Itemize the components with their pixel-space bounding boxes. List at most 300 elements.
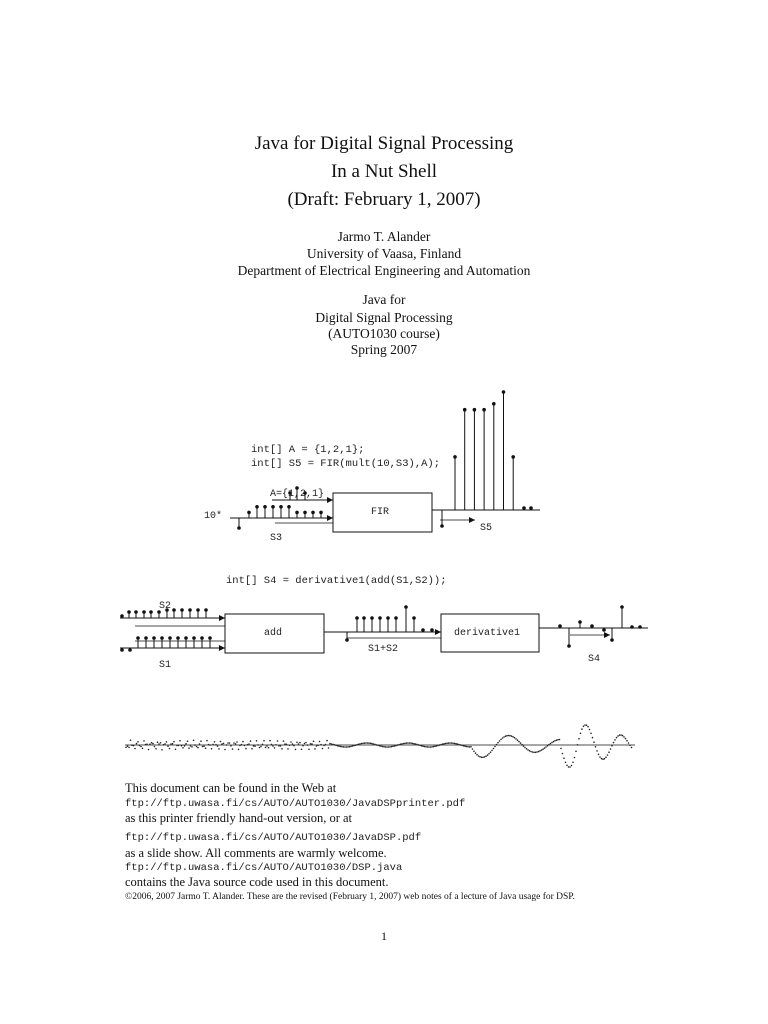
waveform-point [358,744,360,746]
waveform-point [245,748,247,750]
waveform-point [433,746,435,748]
waveform-point [224,749,226,751]
waveform-point [353,745,355,747]
waveform-point [385,746,387,748]
waveform-point [157,741,159,743]
waveform-point [437,745,439,747]
s3-marker [271,505,275,509]
waveform-point [262,744,264,746]
waveform-point [328,747,330,749]
code-line-1: int[] A = {1,2,1}; [251,444,365,456]
waveform-point [185,743,187,745]
s3-marker [247,511,251,515]
waveform-point [382,746,384,748]
waveform-point [208,744,210,746]
waveform-point [424,746,426,748]
waveform-point [494,746,496,748]
s3-label: S3 [270,533,283,544]
code-line-2: int[] S5 = FIR(mult(10,S3),A); [251,458,441,470]
waveform-point [392,746,394,748]
waveform-point [515,738,517,740]
waveform-point [238,749,240,751]
waveform-point [313,741,315,743]
waveform-point [554,740,556,742]
waveform-point [175,749,177,751]
s2-marker [120,614,124,618]
waveform-point [274,747,276,749]
waveform-point [242,741,244,743]
waveform-point [241,744,243,746]
s1-marker [152,636,156,640]
s2-marker [196,608,200,612]
waveform-point [562,753,564,755]
waveform-point [296,742,298,744]
waveform-point [449,742,451,744]
waveform-point [347,746,349,748]
coef-label: A={1,2,1} [270,489,325,500]
s5-marker [529,506,533,510]
waveform-point [547,745,549,747]
waveform-point [508,735,510,737]
title-line-1: Java for Digital Signal Processing [254,133,514,154]
waveform-point [302,745,304,747]
waveform-point [317,744,319,746]
waveform-point [539,750,541,752]
waveform-point [209,744,211,746]
waveform-point [620,734,622,736]
waveform-point [410,742,412,744]
derivative-box-label: derivative1 [454,628,521,639]
waveform-point [305,742,307,744]
s4-marker [567,644,571,648]
waveform-point [199,743,201,745]
footer-url-2[interactable]: ftp://ftp.uwasa.fi/cs/AUTO/AUTO1030/JavaDSP.pdf [125,832,422,844]
waveform-point [536,751,538,753]
waveform-point [406,742,408,744]
footer-line-2: as this printer friendly hand-out version, or at [125,811,353,825]
sum-marker [355,616,359,620]
waveform-point [541,749,543,751]
waveform-point [520,742,522,744]
waveform-point [586,724,588,726]
waveform-point [467,746,469,748]
s4-marker [630,625,634,629]
waveform-point [143,740,145,742]
s3-arrowhead [327,515,333,521]
waveform-point [418,744,420,746]
waveform-point [286,744,288,746]
waveform-point [229,742,231,744]
waveform-point [310,743,312,745]
waveform-point [176,745,178,747]
waveform-point [529,750,531,752]
waveform-point [125,747,127,749]
s4-marker [638,625,642,629]
waveform-point [178,745,180,747]
footer-url-1[interactable]: ftp://ftp.uwasa.fi/cs/AUTO/AUTO1030/JavaDSPprinter.pdf [125,798,466,810]
waveform-point [601,758,603,760]
waveform-point [532,751,534,753]
waveform-point [496,744,498,746]
waveform-point [151,742,153,744]
waveform-point [323,745,325,747]
waveform-point [490,751,492,753]
waveform-point [419,745,421,747]
waveform-point [563,757,565,759]
s5-marker [463,408,467,412]
s4-marker [610,638,614,642]
waveform-point [338,745,340,747]
waveform-point [431,746,433,748]
waveform-point [617,735,619,737]
sum-marker [370,616,374,620]
waveform-point [530,751,532,753]
waveform-point [142,748,144,750]
waveform-point [359,743,361,745]
waveform-point [227,742,229,744]
waveform-point [265,747,267,749]
waveform-point [301,749,303,751]
waveform-point [379,745,381,747]
s1-marker [200,636,204,640]
waveform-point [389,746,391,748]
waveform-point [610,748,612,750]
waveform-point [440,744,442,746]
waveform-point [403,743,405,745]
waveform-point [512,736,514,738]
waveform-point [455,743,457,745]
waveform-point [598,754,600,756]
waveform-point [161,749,163,751]
waveform-point [254,745,256,747]
waveform-point [535,752,537,754]
sum-marker [430,628,434,632]
waveform-point [340,746,342,748]
s3-stems [247,505,323,518]
waveform-point [625,738,627,740]
s5-marker [473,408,477,412]
sum-label: S1+S2 [368,644,399,655]
sum-marker [386,616,390,620]
s3-marker [319,511,323,515]
waveform-point [235,743,237,745]
waveform-point [584,724,586,726]
waveform-point [280,745,282,747]
waveform-point [485,755,487,757]
waveform-point [613,742,615,744]
waveform-point [578,738,580,740]
waveform-point [299,742,301,744]
waveform-point [236,741,238,743]
waveform-point [491,750,493,752]
waveform-point [260,746,262,748]
waveform-point [452,742,454,744]
waveform-point [416,744,418,746]
waveform-point [200,740,202,742]
s2-marker [180,608,184,612]
waveform-point [460,744,462,746]
waveform-point [401,743,403,745]
s2-marker [149,610,153,614]
waveform-point [263,740,265,742]
waveform-point [442,743,444,745]
waveform-point [398,744,400,746]
waveform-point [277,740,279,742]
waveform-point [397,744,399,746]
waveform-point [571,765,573,767]
waveform-point [173,741,175,743]
waveform-point [281,748,283,750]
waveform-point [569,766,571,768]
waveform-point [160,742,162,744]
waveform-point [355,744,357,746]
waveform-point [149,743,151,745]
waveform-point [484,756,486,758]
waveform-point [365,742,367,744]
add-box-label: add [264,628,283,639]
waveform-point [137,741,139,743]
waveform-point [269,740,271,742]
waveform-point [226,744,228,746]
s1-marker [144,636,148,640]
waveform-point [386,746,388,748]
waveform-point [518,741,520,743]
waveform-point [253,745,255,747]
waveform-point [211,748,213,750]
waveform-point [593,741,595,743]
sum-marker [345,638,349,642]
waveform-point [304,743,306,745]
waveform-point [487,754,489,756]
waveform-point [307,744,309,746]
waveform-point [298,743,300,745]
waveform-point [248,743,250,745]
s5-marker [492,402,496,406]
waveform-point [451,742,453,744]
s4-marker [578,620,582,624]
waveform-point [140,746,142,748]
waveform-point [220,741,222,743]
waveform-point [322,748,324,750]
waveform-point [362,743,364,745]
s2-marker [204,608,208,612]
waveform-point [221,743,223,745]
waveform-point [367,742,369,744]
waveform-point [188,747,190,749]
waveform-point [499,740,501,742]
waveform-point [476,754,478,756]
title-line-3: (Draft: February 1, 2007) [287,189,481,210]
s1-marker [128,648,132,652]
waveform-point [316,745,318,747]
waveform-point [271,744,273,746]
waveform-point [259,747,261,749]
footer-line-1: This document can be found in the Web at [125,781,337,795]
waveform-point [629,745,631,747]
waveform-point [428,746,430,748]
waveform-point [466,746,468,748]
waveform-point [217,745,219,747]
waveform-point [448,742,450,744]
waveform-point [595,746,597,748]
s3-marker [295,511,299,515]
waveform-point [628,742,630,744]
waveform-point [170,743,172,745]
waveform-point [395,745,397,747]
title-line-2: In a Nut Shell [330,161,438,182]
waveform-point [607,754,609,756]
waveform-point [166,741,168,743]
waveform-point [464,745,466,747]
author-name: Jarmo T. Alander [337,229,431,244]
waveform-point [404,743,406,745]
author-university: University of Vaasa, Finland [306,246,462,261]
gain-label: 10* [204,511,223,522]
s1-marker [120,648,124,652]
waveform-point [457,743,459,745]
waveform-point [272,745,274,747]
waveform-point [439,744,441,746]
waveform-point [295,749,297,751]
waveform-point [352,745,354,747]
waveform-point [533,752,535,754]
sum-marker [378,616,382,620]
waveform-point [202,746,204,748]
s4-marker [620,605,624,609]
waveform-point [377,745,379,747]
waveform-point [344,746,346,748]
waveform-point [155,748,157,750]
waveform-point [553,741,555,743]
waveform-point [292,743,294,745]
course-line-1: Java for [362,292,406,307]
waveform-point [574,757,576,759]
waveform-point [556,739,558,741]
waveform-point [223,743,225,745]
waveform-point [400,743,402,745]
s4-marker [602,628,606,632]
s2-marker [142,610,146,614]
waveform-point [326,740,328,742]
s4-label: S4 [588,654,601,665]
waveform-point [436,745,438,747]
waveform-point [268,747,270,749]
s5-marker [502,390,506,394]
s2-marker [188,608,192,612]
s1-marker [168,636,172,640]
waveform-point [511,735,513,737]
s5-marker [453,455,457,459]
waveform-point [481,757,483,759]
waveform-point [239,745,241,747]
waveform-point [256,740,258,742]
s5-marker [522,506,526,510]
footer-line-4: contains the Java source code used in this document. [125,875,389,889]
waveform-point [215,744,217,746]
waveform-point [230,745,232,747]
waveform-point [572,762,574,764]
waveform-point [551,742,553,744]
waveform-point [568,766,570,768]
s1-marker [160,636,164,640]
author-department: Department of Electrical Engineering and Automation [237,263,531,278]
waveform-point [374,744,376,746]
waveform-point [542,748,544,750]
waveform-point [247,744,249,746]
waveform-point [425,746,427,748]
waveform-point [548,744,550,746]
sum-marker [421,628,425,632]
waveform-point [308,749,310,751]
waveform-point [128,747,130,749]
waveform-point [526,748,528,750]
course-line-2: Digital Signal Processing [315,310,453,325]
waveform-point [409,742,411,744]
waveform-point [343,746,345,748]
waveform-point [182,747,184,749]
waveform-point [427,746,429,748]
waveform-point [434,746,436,748]
s5-marker [482,408,486,412]
s3-marker [263,505,267,509]
sum-marker [404,605,408,609]
waveform-point [611,745,613,747]
waveform-point [134,748,136,750]
waveform-point [461,745,463,747]
footer-url-3[interactable]: ftp://ftp.uwasa.fi/cs/AUTO/AUTO1030/DSP.java [125,862,403,874]
waveform-point [146,743,148,745]
waveform-point [373,743,375,745]
s1-marker [176,636,180,640]
waveform-point [154,746,156,748]
waveform-point [163,744,165,746]
waveform-point [130,739,132,741]
s5-marker [511,455,515,459]
waveform-point [376,744,378,746]
waveform-point [538,751,540,753]
waveform-point [560,748,562,750]
waveform-point [293,745,295,747]
waveform-point [346,746,348,748]
sum-marker [412,616,416,620]
waveform-point [505,735,507,737]
waveform-point [599,756,601,758]
waveform-point [320,744,322,746]
s3-marker [311,511,315,515]
waveform-point [167,745,169,747]
waveform-point [394,745,396,747]
waveform-point [421,745,423,747]
waveform-point [592,737,594,739]
s5-label: S5 [480,523,493,534]
s3-marker [279,505,283,509]
s2-marker [134,610,138,614]
page-number: 1 [381,929,387,943]
waveform-point [187,740,189,742]
s4-marker [558,624,562,628]
waveform-point [497,742,499,744]
waveform-point [283,740,285,742]
waveform-point [383,746,385,748]
waveform-point [205,747,207,749]
waveform-point [391,746,393,748]
s2-label: S2 [159,601,172,612]
waveform-point [136,743,138,745]
waveform-point [605,756,607,758]
waveform-point [158,743,160,745]
waveform-point [580,733,582,735]
waveform-point [509,735,511,737]
